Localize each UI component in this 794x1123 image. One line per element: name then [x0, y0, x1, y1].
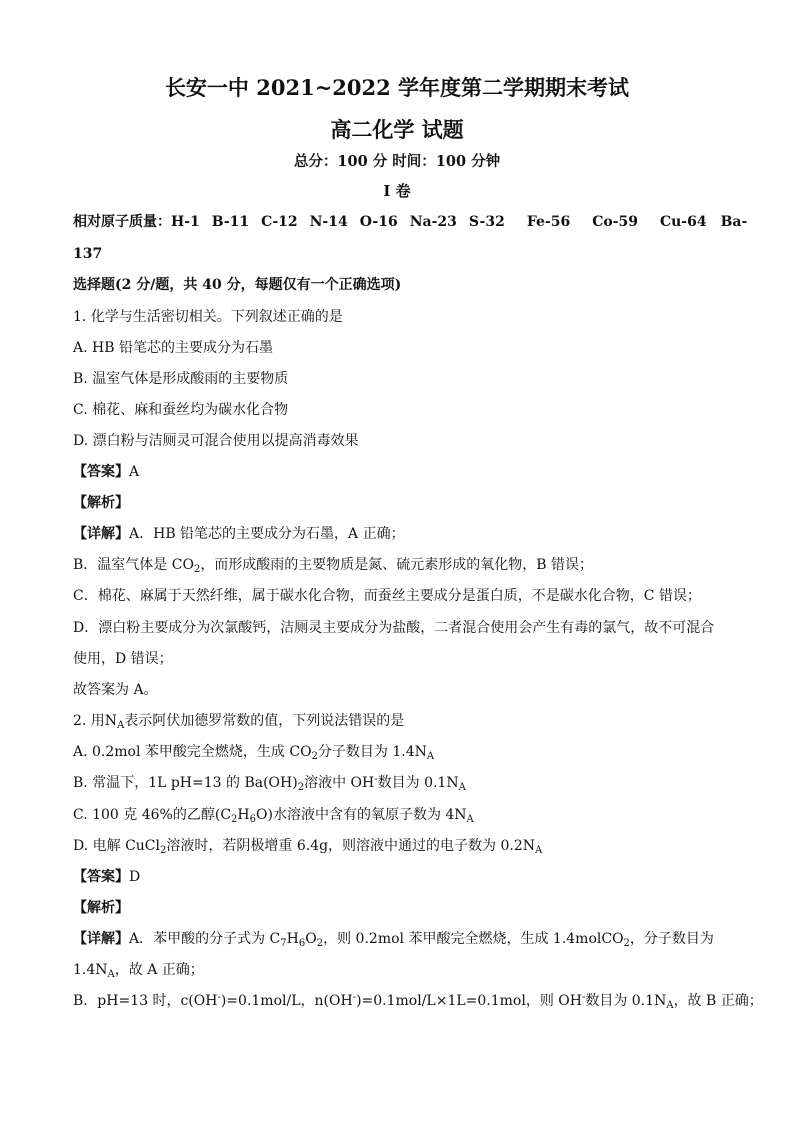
atomic-masses-line [73, 212, 748, 232]
subscript: 2 [193, 564, 201, 575]
q1-detail-b [73, 555, 733, 575]
detail-text: )=0.1mol/L×1L=0.1mol，则 OH [356, 993, 582, 1009]
mass-item: H-1 [171, 214, 200, 230]
superscript: - [217, 992, 221, 1003]
subscript: A [426, 751, 435, 762]
q1-analysis-tag: 【解析】 [73, 495, 129, 511]
q1-option-c: C. 棉花、麻和蚕丝均为碳水化合物 [73, 402, 289, 418]
superscript: - [374, 774, 378, 785]
q1-detail-a [73, 524, 733, 544]
detail-text: H [286, 931, 299, 947]
subscript: A [107, 969, 115, 980]
q2-option-a [73, 742, 733, 762]
subscript: 7 [280, 938, 287, 949]
q2-option-b [73, 773, 733, 793]
subscript: 2 [231, 814, 238, 825]
answer-value: A [129, 464, 140, 480]
detail-text: ，则 0.2mol 苯甲酸完全燃烧，生成 1.4molCO [323, 931, 624, 947]
subscript: A [466, 814, 474, 825]
q1-detail-d2: 使用，D 错误； [73, 651, 173, 667]
q2-stem [73, 711, 733, 731]
stem-text: 表示阿伏加德罗常数的值，下列说法错误的是 [124, 713, 405, 729]
detail-text: ，分子数目为 [629, 931, 714, 947]
subscript: A [535, 845, 543, 856]
answer-tag: 【答案】 [73, 869, 129, 885]
q1-option-a: A. HB 铅笔芯的主要成分为石墨 [73, 340, 273, 356]
q1-conclusion: 故答案为 A。 [73, 682, 158, 698]
subscript: A [458, 782, 466, 793]
option-text: O)水溶液中含有的氧原子数为 4N [256, 807, 467, 823]
option-text: 分子数目为 1.4N [317, 744, 427, 760]
option-text: B. 常温下，1L pH=13 的 Ba(OH) [73, 775, 298, 791]
detail-text: A．苯甲酸的分子式为 C [129, 931, 281, 947]
detail-text: ，故 B 正确； [673, 993, 763, 1009]
option-text: A. 0.2mol 苯甲酸完全燃烧，生成 CO [73, 744, 312, 760]
detail-text: 1.4N [73, 962, 108, 978]
q1-option-d: D. 漂白粉与洁厕灵可混合使用以提高消毒效果 [73, 433, 359, 449]
q2-detail-a2 [73, 960, 733, 980]
q1-detail-c: C．棉花、麻属于天然纤维，属于碳水化合物，而蚕丝主要成分是蛋白质，不是碳水化合物，C 错误； [73, 588, 701, 604]
superscript: - [581, 992, 586, 1003]
subscript: 2 [316, 938, 324, 949]
mass-item: N-14 [309, 214, 348, 230]
q2-analysis-tag: 【解析】 [73, 900, 129, 916]
subscript: 2 [623, 938, 630, 949]
option-text: C. 100 克 46%的乙醇(C [73, 807, 232, 823]
detail-text: ，而形成酸雨的主要物质是氮、硫元素形成的氧化物，B 错误； [200, 557, 594, 573]
exam-title: 长安一中 2021~2022 学年度第二学期期末考试 [164, 75, 630, 100]
q1-detail-d1: D．漂白粉主要成分为次氯酸钙，洁厕灵主要成分为盐酸，二者混合使用会产生有毒的氯气，故不可混合 [73, 620, 715, 636]
detail-text: B．pH=13 时，c(OH [73, 993, 218, 1009]
mass-item: Co-59 [592, 214, 638, 230]
exam-subtitle: 高二化学 试题 [330, 117, 464, 142]
mass-item: B-11 [211, 214, 250, 230]
detail-tag: 【详解】 [73, 526, 129, 542]
option-text: 溶液时，若阴极增重 6.4g，则溶液中通过的电子数为 0.2N [166, 838, 536, 854]
q2-answer [73, 867, 733, 887]
superscript: - [352, 992, 357, 1003]
subscript: 6 [249, 814, 256, 825]
atomic-masses-label: 相对原子质量： [73, 214, 171, 230]
subscript: 6 [298, 938, 306, 949]
q2-option-c [73, 805, 733, 825]
detail-text: ，故 A 正确； [114, 962, 204, 978]
subscript: 2 [311, 751, 318, 762]
atomic-masses-wrap: 137 [73, 246, 103, 262]
mass-item: C-12 [261, 214, 298, 230]
mass-item: Na-23 [409, 214, 457, 230]
q1-stem: 1. 化学与生活密切相关。下列叙述正确的是 [73, 309, 343, 325]
exam-meta: 总分：100 分 时间：100 分钟 [293, 153, 501, 170]
mass-item: O-16 [359, 214, 398, 230]
detail-text: A．HB 铅笔芯的主要成分为石墨，A 正确； [129, 526, 405, 542]
q1-option-b: B. 温室气体是形成酸雨的主要物质 [73, 371, 289, 387]
q2-detail-a1 [73, 929, 733, 949]
subscript: 2 [160, 845, 167, 856]
section-heading: 选择题(2 分/题，共 40 分，每题仅有一个正确选项) [73, 277, 402, 293]
mass-item: Ba- [720, 214, 748, 230]
subscript: A [666, 1000, 674, 1011]
subscript: A [117, 720, 125, 731]
detail-text: B．温室气体是 CO [73, 557, 194, 573]
q1-answer [73, 462, 733, 482]
option-text: H [237, 807, 250, 823]
answer-tag: 【答案】 [73, 464, 129, 480]
volume-label: I 卷 [383, 182, 411, 200]
option-text: 溶液中 OH [304, 775, 375, 791]
detail-text: O [305, 931, 317, 947]
option-text: D. 电解 CuCl [73, 838, 160, 854]
answer-value: D [129, 869, 141, 885]
option-text: 数目为 0.1N [377, 775, 459, 791]
subscript: 2 [297, 782, 305, 793]
mass-item: Cu-64 [659, 214, 707, 230]
q2-option-d [73, 836, 733, 856]
mass-item: Fe-56 [526, 214, 571, 230]
stem-text: 2. 用N [73, 713, 118, 729]
detail-tag: 【详解】 [73, 931, 129, 947]
mass-item: S-32 [468, 214, 505, 230]
detail-text: 数目为 0.1N [585, 993, 667, 1009]
detail-text: )=0.1mol/L，n(OH [220, 993, 353, 1009]
q2-detail-b [73, 991, 763, 1011]
